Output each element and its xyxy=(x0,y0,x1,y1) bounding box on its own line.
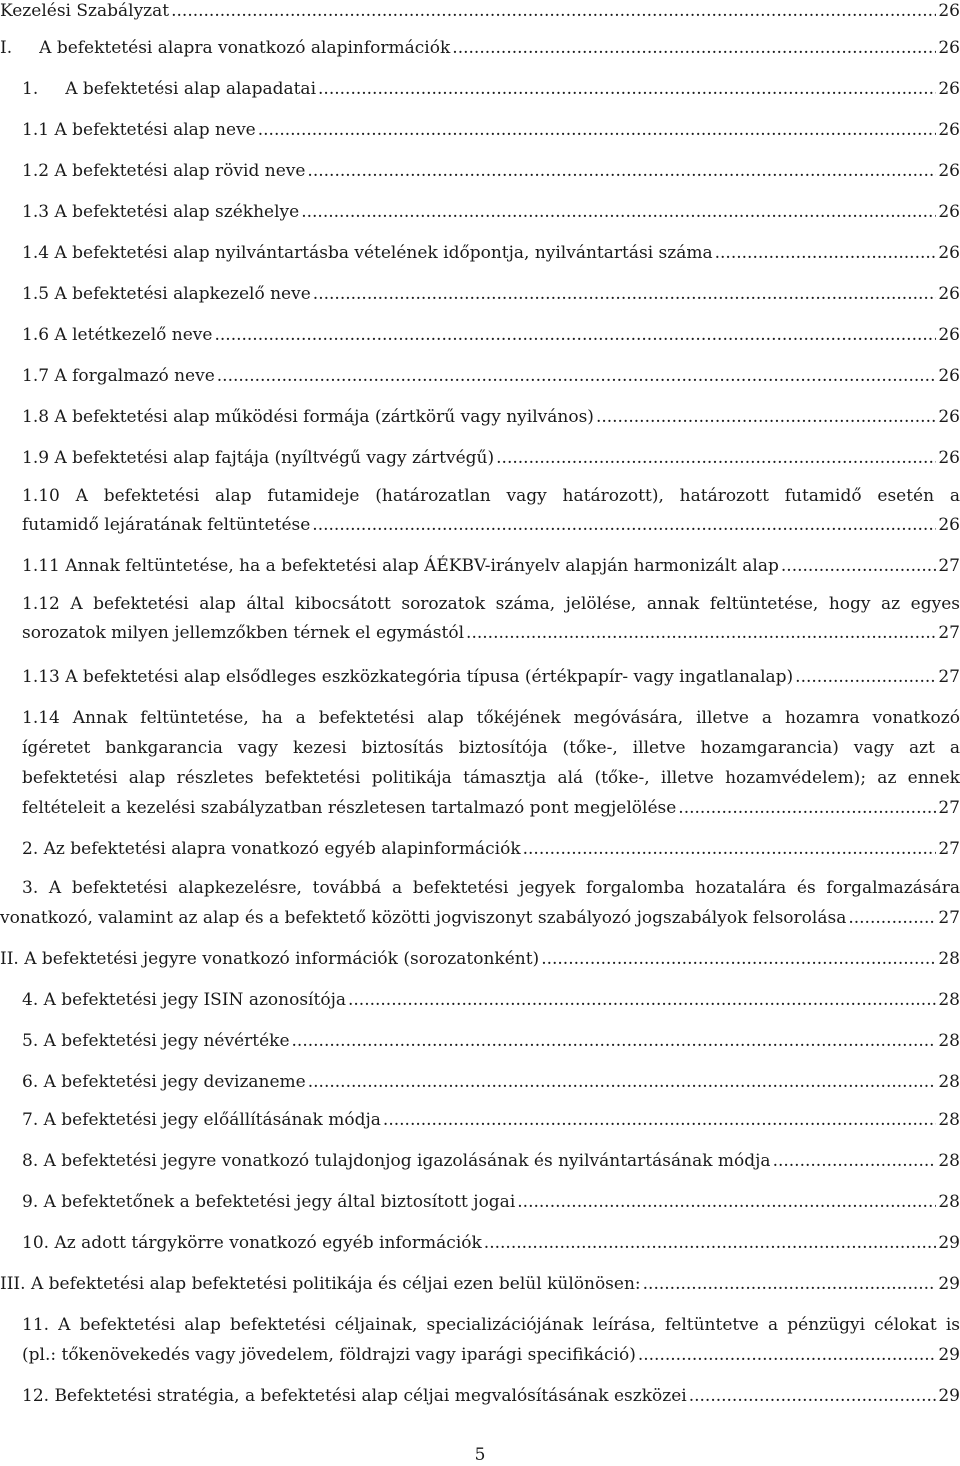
toc-entry-title: 1.13 A befektetési alap elsődleges eszközkategória típusa (értékpapír- vagy ingatlanalap) xyxy=(22,667,794,687)
toc-entry[interactable] xyxy=(0,283,960,305)
toc-entry[interactable] xyxy=(0,514,960,536)
dot-leader xyxy=(466,622,936,644)
dot-leader xyxy=(689,1385,937,1407)
toc-entry[interactable] xyxy=(0,1150,960,1172)
dot-leader xyxy=(301,201,936,223)
dot-leader xyxy=(715,242,937,264)
toc-entry-title: 1.11 Annak feltüntetése, ha a befektetési alap ÁÉKBV-irányelv alapján harmonizált alap xyxy=(22,556,779,576)
dot-leader xyxy=(307,160,936,182)
toc-entry-page: 29 xyxy=(938,1233,960,1253)
toc-entry-title: 1.14 Annak feltüntetése, ha a befektetési alap tőkéjének megóvására, illetve a hozamra vonatkozó xyxy=(22,708,960,728)
dot-leader xyxy=(217,365,937,387)
dot-leader xyxy=(313,283,937,305)
toc-entry[interactable] xyxy=(0,737,960,759)
toc-entry-page: 26 xyxy=(938,284,960,304)
dot-leader xyxy=(773,1150,937,1172)
toc-entry-page: 27 xyxy=(938,839,960,859)
dot-leader xyxy=(308,1071,937,1093)
toc-entry-title: 9. A befektetőnek a befektetési jegy által biztosított jogai xyxy=(22,1192,516,1212)
toc-entry[interactable] xyxy=(0,1071,960,1093)
dot-leader xyxy=(638,1344,937,1366)
toc-entry-page: 28 xyxy=(938,1192,960,1212)
toc-entry-title: 3. A befektetési alapkezelésre, továbbá a befektetési jegyek forgalomba hozatalára és forgalmazására xyxy=(22,878,960,898)
dot-leader xyxy=(517,1191,936,1213)
toc-entry-title: vonatkozó, valamint az alap és a befektető közötti jogviszonyt szabályozó jogszabályok felsorolása xyxy=(0,908,847,928)
toc-entry-page: 26 xyxy=(938,366,960,386)
dot-leader xyxy=(541,948,936,970)
toc-entry-page: 26 xyxy=(938,515,960,535)
toc-entry-page: 26 xyxy=(938,120,960,140)
toc-entry[interactable] xyxy=(0,1109,960,1131)
toc-entry[interactable] xyxy=(0,1314,960,1336)
toc-entry-title: befektetési alap részletes befektetési politikája támasztja alá (tőke-, illetve hozamvédelem); az ennek xyxy=(22,768,960,788)
toc-entry-title: 1.2 A befektetési alap rövid neve xyxy=(22,161,306,181)
toc-entry-page: 26 xyxy=(938,325,960,345)
toc-entry-title: 2. Az befektetési alapra vonatkozó egyéb alapinformációk xyxy=(22,839,521,859)
dot-leader xyxy=(292,1030,937,1052)
dot-leader xyxy=(848,907,936,929)
toc-entry[interactable] xyxy=(0,447,960,469)
toc-entry[interactable] xyxy=(0,767,960,789)
toc-entry-title: 1.7 A forgalmazó neve xyxy=(22,366,215,386)
dot-leader xyxy=(214,324,936,346)
toc-entry[interactable] xyxy=(0,1191,960,1213)
toc-entry-page: 27 xyxy=(938,798,960,818)
toc-entry[interactable] xyxy=(0,838,960,860)
toc-entry-page: 27 xyxy=(938,556,960,576)
toc-entry-page: 26 xyxy=(938,407,960,427)
toc-entry-page: 29 xyxy=(938,1386,960,1406)
toc-entry-title: 1.6 A letétkezelő neve xyxy=(22,325,213,345)
toc-entry-title: 1.10 A befektetési alap futamideje (határozatlan vagy határozott), határozott futamidő esetén a xyxy=(22,486,960,506)
toc-entry-title: futamidő lejáratának feltüntetése xyxy=(22,515,311,535)
toc-entry-title: 1.4 A befektetési alap nyilvántartásba vételének időpontja, nyilvántartási száma xyxy=(22,243,713,263)
toc-entry-title: II. A befektetési jegyre vonatkozó információk (sorozatonként) xyxy=(0,949,540,969)
toc-entry-title: I. A befektetési alapra vonatkozó alapinformációk xyxy=(0,38,451,58)
dot-leader xyxy=(452,37,936,59)
toc-entry-page: 29 xyxy=(938,1345,960,1365)
toc-entry-title: (pl.: tőkenövekedés vagy jövedelem, földrajzi vagy iparági specifikáció) xyxy=(22,1345,636,1365)
toc-entry-page: 29 xyxy=(938,1274,960,1294)
toc-entry-title: feltételeit a kezelési szabályzatban részletesen tartalmazó pont megjelölése xyxy=(22,798,677,818)
dot-leader xyxy=(781,555,936,577)
toc-entry-title: 10. Az adott tárgykörre vonatkozó egyéb információk xyxy=(22,1233,482,1253)
dot-leader xyxy=(348,989,936,1011)
toc-entry-page: 26 xyxy=(938,1,960,21)
toc-entry[interactable] xyxy=(0,593,960,615)
toc-entry[interactable] xyxy=(0,160,960,182)
toc-entry-title: sorozatok milyen jellemzőkben térnek el egymástól xyxy=(22,623,465,643)
toc-entry-page: 26 xyxy=(938,243,960,263)
toc-entry[interactable] xyxy=(0,1030,960,1052)
toc-entry[interactable] xyxy=(0,797,960,819)
page-number: 5 xyxy=(474,1445,486,1465)
toc-entry-title: III. A befektetési alap befektetési politikája és céljai ezen belül különösen: xyxy=(0,1274,641,1294)
toc-entry[interactable] xyxy=(0,622,960,644)
toc-entry[interactable] xyxy=(0,0,960,22)
dot-leader xyxy=(596,406,936,428)
toc-entry-page: 28 xyxy=(938,990,960,1010)
toc-entry-page: 28 xyxy=(938,1110,960,1130)
toc-entry[interactable] xyxy=(0,907,960,929)
toc-entry-title: 1. A befektetési alap alapadatai xyxy=(22,79,317,99)
toc-entry-page: 28 xyxy=(938,949,960,969)
toc-entry[interactable] xyxy=(0,555,960,577)
toc-entry-title: 12. Befektetési stratégia, a befektetési alap céljai megvalósításának eszközei xyxy=(22,1386,687,1406)
toc-entry-title: 7. A befektetési jegy előállításának módja xyxy=(22,1110,381,1130)
toc-entry-title: 1.3 A befektetési alap székhelye xyxy=(22,202,300,222)
toc-entry-title: 5. A befektetési jegy névértéke xyxy=(22,1031,290,1051)
toc-entry-title: 6. A befektetési jegy devizaneme xyxy=(22,1072,306,1092)
toc-entry[interactable] xyxy=(0,989,960,1011)
toc-entry-page: 28 xyxy=(938,1072,960,1092)
toc-entry-title: 1.8 A befektetési alap működési formája (zártkörű vagy nyilvános) xyxy=(22,407,594,427)
toc-entry[interactable] xyxy=(0,1344,960,1366)
toc-entry-page: 26 xyxy=(938,38,960,58)
dot-leader xyxy=(643,1273,937,1295)
toc-entry-page: 27 xyxy=(938,908,960,928)
toc-entry-page: 28 xyxy=(938,1151,960,1171)
toc-entry[interactable] xyxy=(0,37,960,59)
toc-entry[interactable] xyxy=(0,324,960,346)
toc-entry-title: 11. A befektetési alap befektetési céljainak, specializációjának leírása, feltüntetve a pénzügyi célokat is xyxy=(22,1315,960,1335)
dot-leader xyxy=(496,447,936,469)
toc-entry-page: 26 xyxy=(938,202,960,222)
toc-entry-title: 8. A befektetési jegyre vonatkozó tulajdonjog igazolásának és nyilvántartásának módja xyxy=(22,1151,771,1171)
toc-entry-title: Kezelési Szabályzat xyxy=(0,1,170,21)
toc-entry[interactable] xyxy=(0,119,960,141)
toc-entry-title: 4. A befektetési jegy ISIN azonosítója xyxy=(22,990,346,1010)
toc-entry-title: 1.1 A befektetési alap neve xyxy=(22,120,256,140)
dot-leader xyxy=(171,0,936,22)
toc-entry-title: ígéretet bankgarancia vagy kezesi biztosítás biztosítója (tőke-, illetve hozamgarancia) vagy azt a xyxy=(22,738,960,758)
toc-entry-title: 1.9 A befektetési alap fajtája (nyíltvégű vagy zártvégű) xyxy=(22,448,495,468)
toc-entry[interactable] xyxy=(0,242,960,264)
toc-entry[interactable] xyxy=(0,877,960,899)
toc-entry[interactable] xyxy=(0,78,960,100)
dot-leader xyxy=(523,838,937,860)
toc-entry[interactable] xyxy=(0,948,960,970)
toc-entry-page: 26 xyxy=(938,161,960,181)
toc-entry[interactable] xyxy=(0,1273,960,1295)
toc-entry[interactable] xyxy=(0,406,960,428)
toc-entry-page: 27 xyxy=(938,667,960,687)
toc-entry[interactable] xyxy=(0,666,960,688)
toc-entry[interactable] xyxy=(0,707,960,729)
dot-leader xyxy=(678,797,936,819)
toc-entry-page: 28 xyxy=(938,1031,960,1051)
dot-leader xyxy=(318,78,936,100)
toc-entry-page: 27 xyxy=(938,623,960,643)
dot-leader xyxy=(312,514,936,536)
toc-entry[interactable] xyxy=(0,1385,960,1407)
toc-entry[interactable] xyxy=(0,1232,960,1254)
dot-leader xyxy=(258,119,937,141)
dot-leader xyxy=(484,1232,937,1254)
toc-entry-title: 1.12 A befektetési alap által kibocsátott sorozatok száma, jelölése, annak feltüntetése, hogy az egyes xyxy=(22,594,960,614)
toc-entry-title: 1.5 A befektetési alapkezelő neve xyxy=(22,284,311,304)
dot-leader xyxy=(383,1109,936,1131)
toc-entry[interactable] xyxy=(0,201,960,223)
toc-entry[interactable] xyxy=(0,485,960,507)
dot-leader xyxy=(795,666,936,688)
toc-entry[interactable] xyxy=(0,365,960,387)
toc-entry-page: 26 xyxy=(938,448,960,468)
toc-entry-page: 26 xyxy=(938,79,960,99)
